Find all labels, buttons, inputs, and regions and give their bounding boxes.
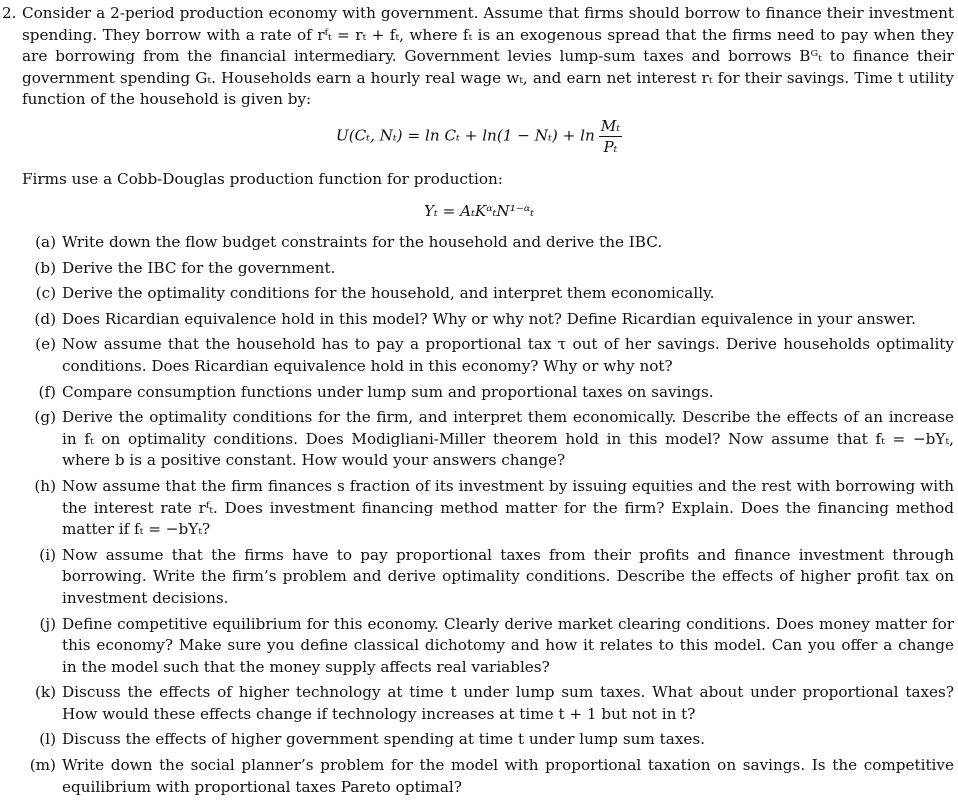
question-item: [0, 545, 954, 610]
utility-fraction-denominator: Pₜ: [603, 138, 618, 156]
production-equation: Yₜ = AₜKᵅₜN¹⁻ᵅₜ: [423, 202, 534, 220]
question-item-label: (c): [35, 284, 56, 303]
question-item-label: (a): [35, 233, 56, 251]
question-item: [0, 407, 954, 472]
question-item-label: (g): [34, 408, 56, 427]
utility-fraction-numerator: Mₜ: [600, 117, 621, 135]
question-item-label: (b): [34, 258, 56, 277]
question-item-label: (j): [39, 614, 56, 633]
utility-fraction: [599, 116, 622, 157]
question-item: [0, 729, 954, 751]
question-item-text: Now assume that the firms have to pay proportional taxes from their profits and finance investment through borrowing. Write the firm’s problem and derive optimality conditions. Describe the effects of higher profit tax on investment decisions.: [62, 545, 954, 607]
question-item-text: Derive the IBC for the government.: [62, 258, 336, 277]
utility-equation: [0, 116, 958, 166]
question-item-label: (f): [38, 382, 56, 401]
question-item: [0, 755, 954, 798]
question-item: [0, 309, 954, 331]
question-item-text: Discuss the effects of higher government spending at time t under lump sum taxes.: [62, 730, 705, 749]
question-item: [0, 682, 954, 725]
question-item-text: Now assume that the household has to pay a proportional tax τ out of her savings. Derive households optimality conditions. Does Ricardian equivalence hold in this economy? Why or why not?: [62, 335, 954, 375]
question-item-text: Define competitive equilibrium for this economy. Clearly derive market clearing conditions. Does money matter for this economy? Make sure you define classical dichotomy and how it relates to this model. Can you offer a change in the model such that the money supply affects real variables?: [62, 614, 954, 676]
question-item: [0, 258, 954, 280]
question-item: [0, 476, 954, 541]
question-number: 2.: [2, 4, 17, 22]
question-item-text: Write down the social planner’s problem for the model with proportional taxation on savings. Is the competitive equilibrium with proportional taxes Pareto optimal?: [62, 756, 954, 796]
question-item-text: Write down the flow budget constraints for the household and derive the IBC.: [62, 233, 663, 251]
question-intro: Consider a 2-period production economy with government. Assume that firms should borrow to finance their investment spending. They borrow with a rate of rᶠₜ = rₜ + fₜ, where fₜ is an exogenous spread that the firms need to pay when they are borrowing from the financial intermediary. Government levies lump-sum taxes and borrows Bᴳₜ to finance their government spending Gₜ. Households earn a hourly real wage wₜ, and earn net interest rₜ for their savings. Time t utility function of the household is given by:: [22, 4, 954, 109]
question-item-label: (l): [39, 730, 56, 749]
utility-equation-lhs: U(Cₜ, Nₜ) = ln Cₜ + ln(1 − Nₜ) + ln: [335, 126, 595, 145]
question-item-label: (m): [29, 756, 56, 775]
question-item-text: Derive the optimality conditions for the firm, and interpret them economically. Describe the effects of an increase in fₜ on optimality conditions. Does Modigliani-Miller theorem hold in this model? Now assume that fₜ = −bYₜ, where b is a positive constant. How would your answers change?: [62, 408, 954, 470]
question-item-text: Compare consumption functions under lump sum and proportional taxes on savings.: [62, 382, 714, 401]
question-item-label: (k): [34, 683, 56, 702]
question-item: [0, 614, 954, 679]
question-item-text: Derive the optimality conditions for the household, and interpret them economically.: [62, 284, 715, 303]
question-item: [0, 283, 954, 305]
question-item-label: (h): [34, 476, 56, 495]
question-item-text: Now assume that the firm finances s fraction of its investment by issuing equities and the rest with borrowing with the interest rate rᶠₜ. Does investment financing method matter for the firm? Explain. Does the financing method matter if fₜ = −bYₜ?: [62, 476, 954, 539]
question-item: [0, 334, 954, 377]
question-item: [0, 382, 954, 404]
question-item-text: Does Ricardian equivalence hold in this model? Why or why not? Define Ricardian equivalence in your answer.: [62, 309, 916, 328]
firms-intro: Firms use a Cobb-Douglas production function for production:: [22, 170, 503, 188]
question-item: [0, 232, 954, 254]
question-items-list: [0, 232, 958, 802]
question-item-label: (i): [39, 545, 56, 564]
question-item-text: Discuss the effects of higher technology at time t under lump sum taxes. What about under proportional taxes? How would these effects change if technology increases at time t + 1 but not in t?: [62, 683, 954, 723]
question-item-label: (d): [34, 309, 56, 328]
question-item-label: (e): [35, 335, 56, 354]
